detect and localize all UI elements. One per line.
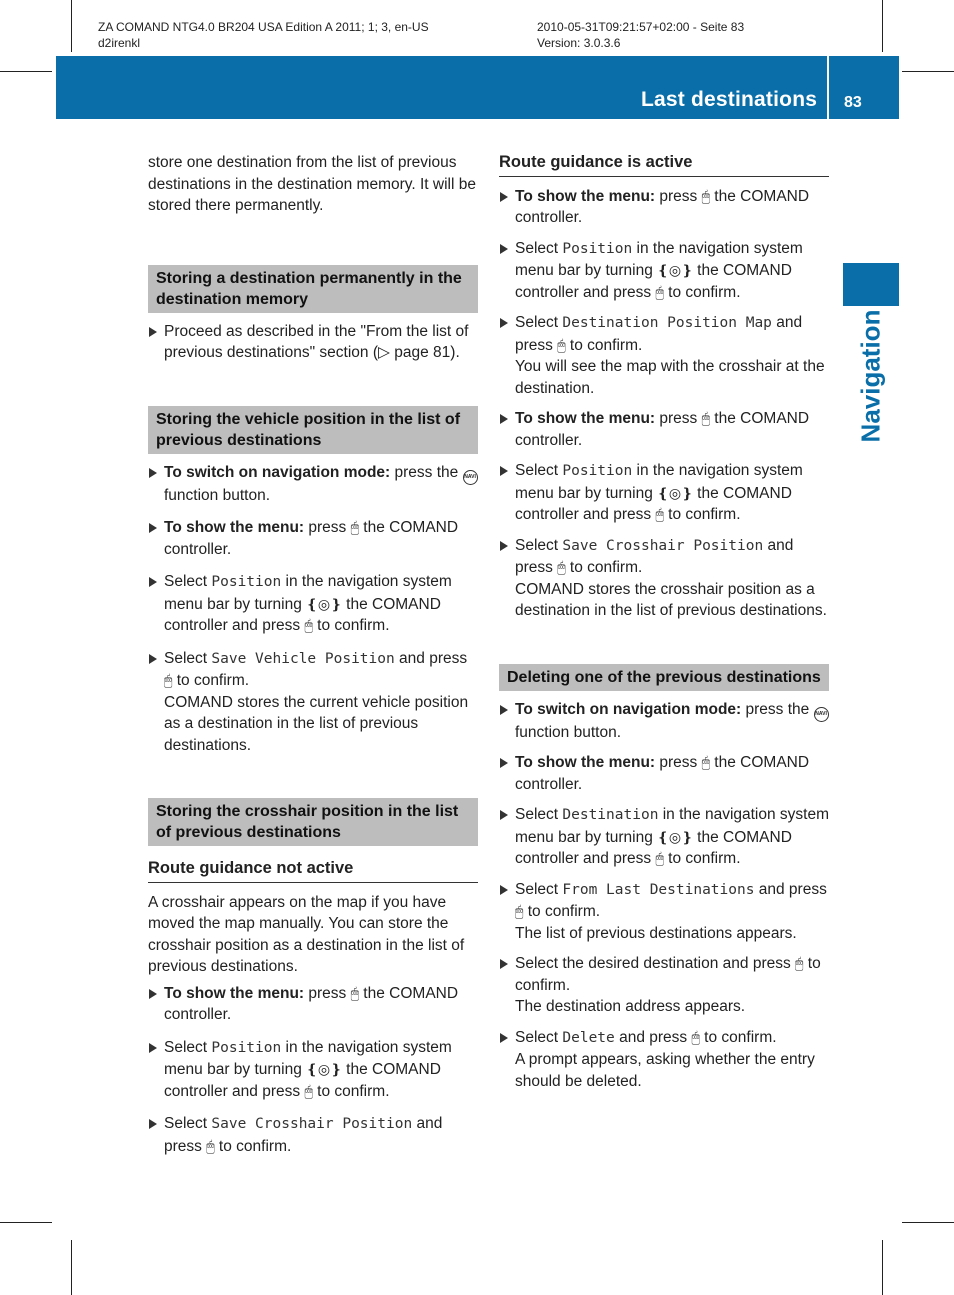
header-divider [827,56,829,119]
step-text: Select [164,649,212,667]
step-text: and press [515,536,794,576]
step-text: the COMAND controller. [164,984,459,1023]
step-text: to confirm. [663,850,741,867]
step-label: To show the menu: [515,410,656,427]
step-text: Select [515,462,563,479]
section-heading: Storing the vehicle position in the list of previous destinations [148,406,478,454]
step-text: and press [394,649,468,667]
step-result: COMAND stores the crosshair position as a destination in the list of previous destinations. [515,580,827,619]
step-text: Select [515,1028,563,1046]
menu-item-text: Destination Position Map [562,315,772,331]
instruction-step [499,879,829,923]
step-text: the COMAND controller and press [515,262,792,301]
press-controller-icon: 🖱 [701,754,710,770]
crop-mark [71,1240,72,1295]
press-controller-icon: 🖱 [655,283,664,300]
right-column [499,152,829,1092]
step-text: function button. [515,723,621,741]
meta-line: 2010-05-31T09:21:57+02:00 - Seite 83 [537,20,745,34]
step-text: Select [515,536,563,554]
step-text: Select the desired destination and press [515,955,796,972]
instruction-step [148,983,478,1026]
step-text: Select [515,806,563,823]
step-text: to confirm. [172,672,250,689]
crop-mark [0,71,52,72]
left-column [148,152,478,1157]
body-paragraph: A crosshair appears on the map if you have moved the map manually. You can store the crosshair position as a destination in the list of previous destinations. [148,893,465,975]
step-result: The destination address appears. [515,998,746,1015]
crop-mark [902,71,954,72]
step-text: press the [741,700,814,718]
step-text: press [304,984,351,1002]
step-text: in the navigation system menu bar by turning [164,573,452,613]
instruction-step [148,1037,478,1103]
menu-item-text: Position [562,240,633,257]
section-heading: Storing the crosshair position in the list of previous destinations [148,798,478,846]
crop-mark [882,0,883,52]
chapter-label: Navigation [855,309,886,443]
turn-controller-icon: ❴◎❵ [306,1061,342,1077]
print-meta-right [537,19,744,51]
instruction-step [499,238,829,304]
instruction-step [499,804,829,870]
step-text: in the navigation system menu bar by turning [515,462,803,502]
press-controller-icon: 🖱 [701,187,710,204]
step-text: Select [164,1115,212,1132]
press-controller-icon: 🖱 [206,1137,215,1154]
press-controller-icon: 🖱 [304,1082,313,1099]
menu-item-text: From Last Destinations [562,881,755,898]
press-controller-icon: 🖱 [795,955,804,971]
turn-controller-icon: ❴◎❵ [306,595,342,612]
step-text: to confirm. [312,1082,390,1100]
instruction-step: Proceed as described in the "From the list of previous destinations" section (▷ page 81). [148,321,478,364]
step-text: and press [614,1028,692,1046]
instruction-step [499,752,829,795]
page-number: 83 [844,94,862,111]
subsection-heading: Route guidance is active [499,152,829,177]
crop-mark [71,0,72,52]
instruction-step [148,648,478,692]
meta-line: Version: 3.0.3.6 [537,36,621,50]
step-text: Select [164,573,212,590]
press-controller-icon: 🖱 [655,850,664,866]
menu-item-text: Position [211,574,282,590]
step-result: A prompt appears, asking whether the entry should be deleted. [515,1051,815,1090]
press-controller-icon: 🖱 [164,672,173,688]
instruction-step [499,312,829,356]
step-text: press [655,187,702,205]
instruction-step [499,186,829,229]
subsection-heading: Route guidance not active [148,858,478,883]
instruction-step [148,517,478,560]
instruction-step [499,535,829,579]
press-controller-icon: 🖱 [701,410,710,426]
step-text: in the navigation system menu bar by turning [515,239,803,279]
step-text: and press [754,880,827,898]
step-text: the COMAND controller. [515,187,810,226]
step-label: To show the menu: [515,754,656,771]
menu-item-text: Save Crosshair Position [211,1116,413,1132]
step-text: and press [164,1115,443,1155]
step-text: and press [515,314,803,354]
step-result: The list of previous destinations appears. [515,924,797,942]
step-text: to confirm. [214,1137,292,1155]
step-text: Select [515,880,563,898]
section-title: Last destinations [641,88,818,111]
instruction-step [499,953,829,996]
crop-mark [882,1240,883,1295]
instruction-step [148,462,478,507]
section-heading: Deleting one of the previous destinations [499,664,829,691]
meta-line: d2irenkl [98,36,141,50]
step-text: to confirm. [312,617,390,634]
press-controller-icon: 🖱 [350,519,359,535]
menu-item-text: Delete [562,1029,615,1046]
step-text: the COMAND controller. [164,519,459,558]
step-text: to confirm. [663,283,741,301]
menu-item-text: Position [211,1039,282,1056]
chapter-tab [843,263,899,306]
step-text: to confirm. [663,506,741,523]
step-text: Proceed as described in the "From the list of previous destinations" section [164,322,469,361]
step-result: You will see the map with the crosshair at the destination. [515,358,825,397]
step-text: press [304,519,351,536]
step-text: the COMAND controller. [515,410,810,449]
step-text: the COMAND controller and press [164,595,441,634]
step-text: the COMAND controller. [515,754,810,793]
press-controller-icon: 🖱 [557,336,566,353]
meta-line: ZA COMAND NTG4.0 BR204 USA Edition A 2011; 1; 3, en-US [98,20,429,34]
crop-mark [902,1222,954,1223]
turn-controller-icon: ❴◎❵ [657,262,693,278]
step-text: press the [390,463,463,481]
press-controller-icon: 🖱 [557,559,566,575]
step-text: Select [164,1038,212,1056]
step-text: press [655,410,702,427]
step-label: To show the menu: [164,984,305,1002]
step-text: in the navigation system menu bar by turning [164,1038,452,1078]
step-text: to confirm. [699,1028,777,1046]
step-text: page 81). [394,344,460,361]
instruction-step [148,1113,478,1157]
press-controller-icon: 🖱 [655,506,664,522]
step-label: To switch on navigation mode: [515,700,742,718]
navi-button-icon: NAVI [814,707,829,722]
instruction-step [499,408,829,451]
turn-controller-icon: ❴◎❵ [657,484,693,501]
instruction-step [148,571,478,637]
press-controller-icon: 🖱 [691,1028,700,1045]
menu-item-text: Save Crosshair Position [562,537,764,554]
crop-mark [0,1222,52,1223]
step-text: function button. [164,486,270,504]
step-text: to confirm. [515,955,821,994]
instruction-step [499,1027,829,1050]
menu-item-text: Destination [562,807,659,823]
print-meta-left [98,19,429,51]
xref-icon: ▷ [378,344,390,361]
press-controller-icon: 🖱 [304,617,313,633]
step-text: to confirm. [565,336,643,354]
menu-item-text: Save Vehicle Position [211,650,395,667]
section-heading: Storing a destination permanently in the destination memory [148,265,478,313]
step-result: COMAND stores the current vehicle position as a destination in the list of previous destinations. [164,693,469,754]
step-text: the COMAND controller and press [515,484,792,523]
instruction-step [499,460,829,526]
step-label: To show the menu: [515,187,656,205]
step-text: press [655,754,702,771]
step-text: Select [515,239,563,257]
step-text: the COMAND controller and press [164,1061,441,1100]
step-text: the COMAND controller and press [515,828,792,867]
step-label: To switch on navigation mode: [164,463,391,481]
press-controller-icon: 🖱 [515,903,524,919]
step-text: to confirm. [523,903,601,920]
instruction-step [499,699,829,744]
navi-button-icon: NAVI [463,470,478,485]
step-text: to confirm. [565,559,643,576]
intro-paragraph: store one destination from the list of previous destinations in the destination memory. It will be stored there permanently. [148,154,476,214]
step-label: To show the menu: [164,519,305,536]
menu-item-text: Position [562,463,633,479]
press-controller-icon: 🖱 [350,984,359,1001]
step-text: in the navigation system menu bar by turning [515,806,830,846]
step-text: Select [515,314,563,331]
turn-controller-icon: ❴◎❵ [657,828,693,845]
